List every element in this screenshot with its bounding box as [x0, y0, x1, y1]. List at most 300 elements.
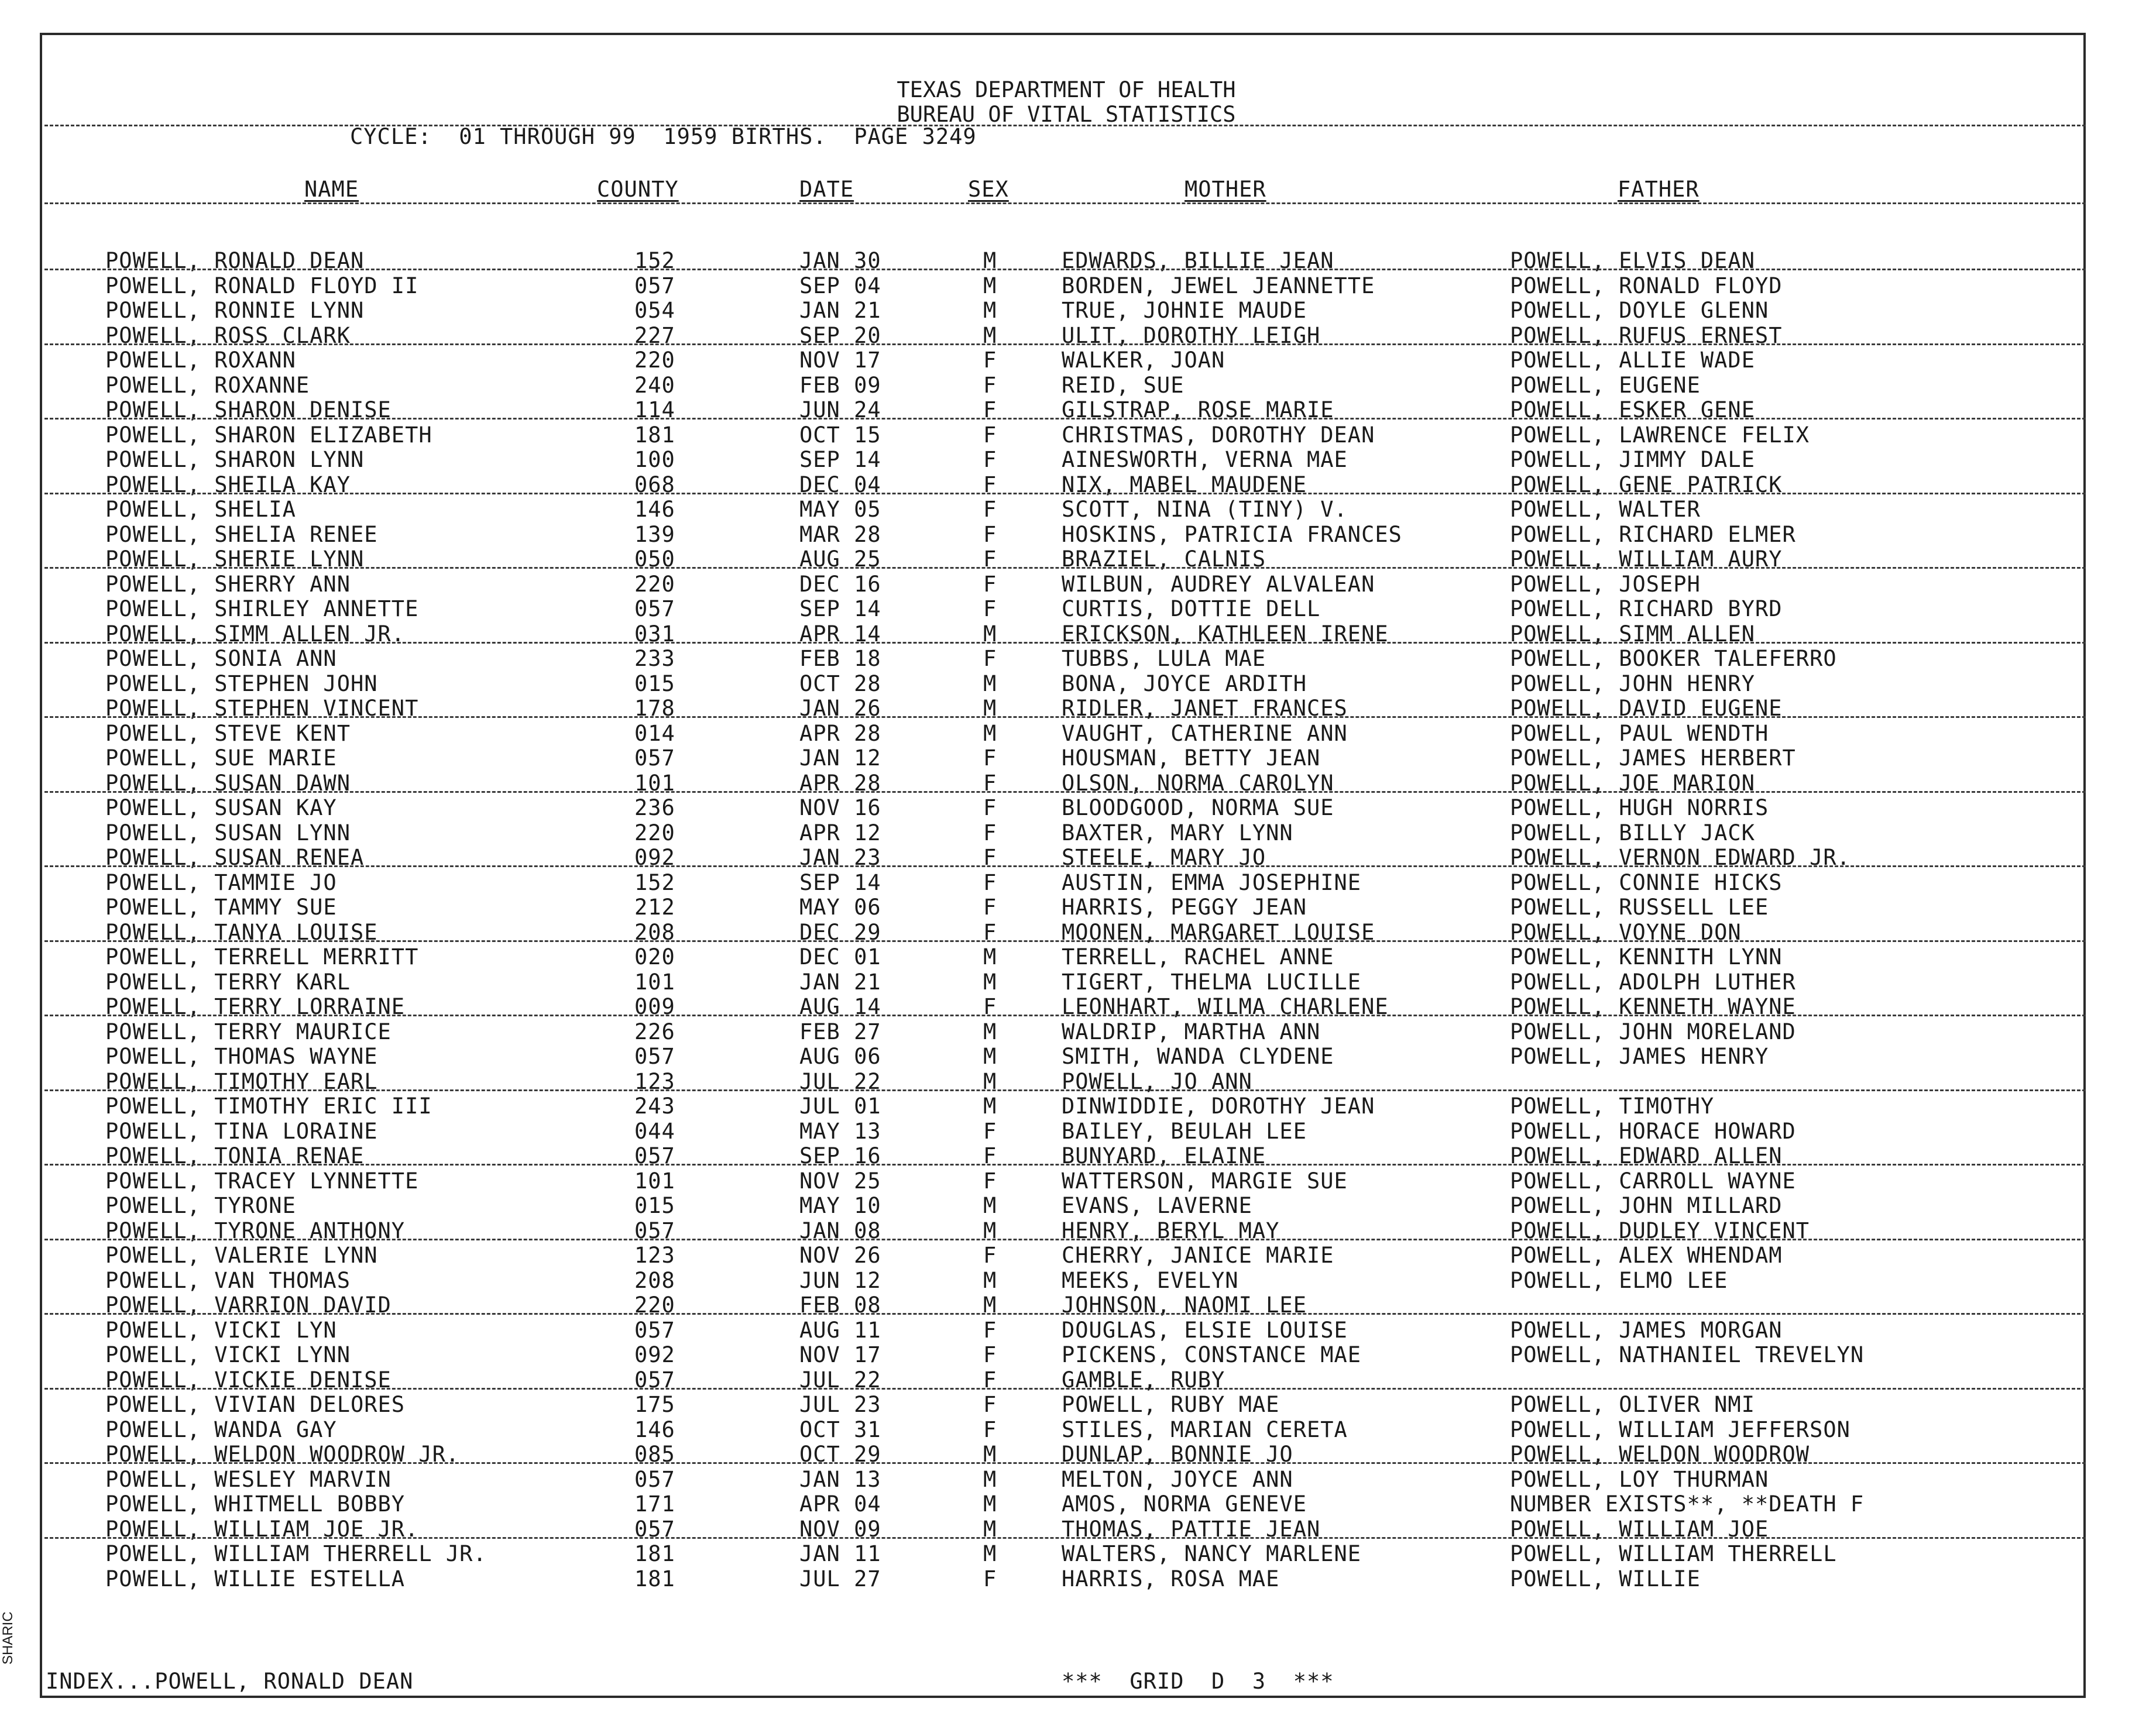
record-sex: F — [983, 820, 997, 845]
record-sex: F — [983, 1367, 997, 1393]
record-name: POWELL, SHERRY ANN — [105, 571, 351, 597]
record-sex: F — [983, 472, 997, 497]
record-father: POWELL, WILLIAM JOE — [1510, 1516, 1769, 1542]
record-county: 092 — [634, 1342, 675, 1367]
record-mother: REID, SUE — [1062, 372, 1184, 398]
record-date: NOV 09 — [799, 1516, 881, 1542]
record-sex: M — [983, 1491, 997, 1517]
row-group-divider — [44, 1239, 2086, 1240]
record-date: APR 14 — [799, 621, 881, 647]
record-father: POWELL, ADOLPH LUTHER — [1510, 969, 1796, 995]
record-father: POWELL, DOYLE GLENN — [1510, 298, 1769, 323]
record-county: 015 — [634, 671, 675, 696]
record-county: 044 — [634, 1118, 675, 1144]
record-mother: BRAZIEL, CALNIS — [1062, 546, 1266, 572]
record-father: POWELL, PAUL WENDTH — [1510, 720, 1769, 746]
record-sex: F — [983, 745, 997, 771]
record-date: AUG 25 — [799, 546, 881, 572]
record-county: 178 — [634, 696, 675, 721]
record-county: 085 — [634, 1442, 675, 1467]
record-sex: F — [983, 895, 997, 920]
record-date: AUG 11 — [799, 1317, 881, 1343]
record-father: POWELL, ELMO LEE — [1510, 1267, 1728, 1293]
record-name: POWELL, TERRY MAURICE — [105, 1019, 392, 1044]
record-date: FEB 09 — [799, 372, 881, 398]
record-father: POWELL, GENE PATRICK — [1510, 472, 1783, 497]
record-name: POWELL, SONIA ANN — [105, 646, 337, 671]
record-county: 175 — [634, 1392, 675, 1417]
record-date: JAN 21 — [799, 298, 881, 323]
record-sex: M — [983, 720, 997, 746]
record-name: POWELL, VAN THOMAS — [105, 1267, 351, 1293]
record-mother: EDWARDS, BILLIE JEAN — [1062, 248, 1334, 273]
record-name: POWELL, SIMM ALLEN JR. — [105, 621, 406, 647]
record-name: POWELL, STEPHEN JOHN — [105, 671, 378, 696]
record-sex: M — [983, 248, 997, 273]
record-name: POWELL, SUSAN DAWN — [105, 770, 351, 796]
record-mother: PICKENS, CONSTANCE MAE — [1062, 1342, 1362, 1367]
record-county: 101 — [634, 770, 675, 796]
record-date: NOV 17 — [799, 348, 881, 373]
record-date: MAY 13 — [799, 1118, 881, 1144]
record-county: 057 — [634, 1367, 675, 1393]
record-mother: WALDRIP, MARTHA ANN — [1062, 1019, 1321, 1044]
row-group-divider — [44, 1388, 2086, 1390]
record-name: POWELL, VICKI LYN — [105, 1317, 337, 1343]
record-father: POWELL, JOHN HENRY — [1510, 671, 1755, 696]
record-sex: F — [983, 348, 997, 373]
record-mother: MELTON, JOYCE ANN — [1062, 1466, 1293, 1492]
record-name: POWELL, WANDA GAY — [105, 1417, 337, 1442]
record-mother: TIGERT, THELMA LUCILLE — [1062, 969, 1362, 995]
record-sex: F — [983, 1168, 997, 1194]
record-father: POWELL, WILLIAM JEFFERSON — [1510, 1417, 1850, 1442]
record-name: POWELL, STEPHEN VINCENT — [105, 696, 419, 721]
record-name: POWELL, TERRELL MERRITT — [105, 944, 419, 970]
record-date: OCT 15 — [799, 422, 881, 448]
index-label: INDEX...POWELL, RONALD DEAN — [46, 1669, 414, 1694]
record-name: POWELL, TYRONE — [105, 1193, 296, 1218]
record-mother: BAXTER, MARY LYNN — [1062, 820, 1293, 845]
record-mother: POWELL, RUBY MAE — [1062, 1392, 1280, 1417]
record-name: POWELL, ROSS CLARK — [105, 322, 351, 348]
record-sex: F — [983, 795, 997, 820]
record-sex: M — [983, 298, 997, 323]
record-mother: TERRELL, RACHEL ANNE — [1062, 944, 1334, 970]
record-date: SEP 20 — [799, 322, 881, 348]
record-father: POWELL, HORACE HOWARD — [1510, 1118, 1796, 1144]
record-mother: NIX, MABEL MAUDENE — [1062, 472, 1307, 497]
record-county: 146 — [634, 497, 675, 522]
record-date: JAN 11 — [799, 1541, 881, 1566]
record-county: 220 — [634, 571, 675, 597]
record-sex: F — [983, 1342, 997, 1367]
record-date: NOV 17 — [799, 1342, 881, 1367]
record-father: POWELL, OLIVER NMI — [1510, 1392, 1755, 1417]
record-father: POWELL, HUGH NORRIS — [1510, 795, 1769, 820]
record-sex: M — [983, 696, 997, 721]
record-father: POWELL, SIMM ALLEN — [1510, 621, 1755, 647]
record-date: AUG 14 — [799, 994, 881, 1019]
record-mother: CURTIS, DOTTIE DELL — [1062, 596, 1321, 621]
record-mother: CHRISTMAS, DOROTHY DEAN — [1062, 422, 1375, 448]
record-mother: BONA, JOYCE ARDITH — [1062, 671, 1307, 696]
record-county: 057 — [634, 1044, 675, 1069]
record-sex: F — [983, 372, 997, 398]
record-name: POWELL, TYRONE ANTHONY — [105, 1218, 406, 1243]
record-father: POWELL, RICHARD BYRD — [1510, 596, 1783, 621]
record-father: POWELL, JAMES HERBERT — [1510, 745, 1796, 771]
row-group-divider — [44, 1015, 2086, 1016]
record-sex: F — [983, 919, 997, 945]
record-name: POWELL, TAMMIE JO — [105, 869, 337, 895]
record-mother: BAILEY, BEULAH LEE — [1062, 1118, 1307, 1144]
record-name: POWELL, RONALD DEAN — [105, 248, 365, 273]
record-date: APR 12 — [799, 820, 881, 845]
record-date: SEP 14 — [799, 869, 881, 895]
record-date: FEB 08 — [799, 1292, 881, 1318]
record-sex: F — [983, 422, 997, 448]
row-group-divider — [44, 1089, 2086, 1091]
row-group-divider — [44, 716, 2086, 718]
record-father: POWELL, KENNETH WAYNE — [1510, 994, 1796, 1019]
record-name: POWELL, RONNIE LYNN — [105, 298, 365, 323]
record-date: AUG 06 — [799, 1044, 881, 1069]
record-father: POWELL, DAVID EUGENE — [1510, 696, 1783, 721]
row-group-divider — [44, 865, 2086, 867]
record-sex: F — [983, 447, 997, 472]
record-county: 171 — [634, 1491, 675, 1517]
record-father: POWELL, WILLIAM THERRELL — [1510, 1541, 1837, 1566]
record-mother: ULIT, DOROTHY LEIGH — [1062, 322, 1321, 348]
record-date: NOV 16 — [799, 795, 881, 820]
record-father: POWELL, EUGENE — [1510, 372, 1701, 398]
record-date: JAN 30 — [799, 248, 881, 273]
record-county: 226 — [634, 1019, 675, 1044]
record-sex: F — [983, 546, 997, 572]
record-father: POWELL, JOHN MILLARD — [1510, 1193, 1783, 1218]
record-county: 101 — [634, 1168, 675, 1194]
record-father: POWELL, ESKER GENE — [1510, 397, 1755, 422]
record-date: MAY 06 — [799, 895, 881, 920]
record-county: 243 — [634, 1094, 675, 1119]
record-sex: F — [983, 770, 997, 796]
record-sex: M — [983, 1442, 997, 1467]
record-county: 050 — [634, 546, 675, 572]
record-name: POWELL, THOMAS WAYNE — [105, 1044, 378, 1069]
record-mother: BORDEN, JEWEL JEANNETTE — [1062, 273, 1375, 298]
row-group-divider — [44, 1462, 2086, 1464]
record-county: 181 — [634, 1541, 675, 1566]
record-date: JAN 12 — [799, 745, 881, 771]
record-father: POWELL, CONNIE HICKS — [1510, 869, 1783, 895]
record-mother: GILSTRAP, ROSE MARIE — [1062, 397, 1334, 422]
record-mother: HOUSMAN, BETTY JEAN — [1062, 745, 1321, 771]
record-county: 227 — [634, 322, 675, 348]
record-county: 015 — [634, 1193, 675, 1218]
record-date: DEC 29 — [799, 919, 881, 945]
record-county: 146 — [634, 1417, 675, 1442]
record-father: POWELL, DUDLEY VINCENT — [1510, 1218, 1810, 1243]
record-father: POWELL, VOYNE DON — [1510, 919, 1742, 945]
record-sex: F — [983, 521, 997, 547]
record-county: 068 — [634, 472, 675, 497]
record-father: POWELL, JIMMY DALE — [1510, 447, 1755, 472]
record-county: 057 — [634, 273, 675, 298]
record-father: POWELL, ALEX WHENDAM — [1510, 1243, 1783, 1268]
record-sex: F — [983, 1243, 997, 1268]
column-header-name: NAME — [304, 177, 359, 202]
record-name: POWELL, WILLIE ESTELLA — [105, 1566, 406, 1591]
record-father: POWELL, BILLY JACK — [1510, 820, 1755, 845]
record-mother: TRUE, JOHNIE MAUDE — [1062, 298, 1307, 323]
record-sex: M — [983, 1466, 997, 1492]
record-name: POWELL, SHEILA KAY — [105, 472, 351, 497]
record-name: POWELL, VIVIAN DELORES — [105, 1392, 406, 1417]
record-sex: F — [983, 497, 997, 522]
record-sex: M — [983, 1516, 997, 1542]
record-date: SEP 14 — [799, 447, 881, 472]
record-name: POWELL, SUE MARIE — [105, 745, 337, 771]
record-county: 181 — [634, 1566, 675, 1591]
record-sex: M — [983, 1068, 997, 1094]
record-name: POWELL, TIMOTHY ERIC III — [105, 1094, 432, 1119]
record-father: POWELL, KENNITH LYNN — [1510, 944, 1783, 970]
record-mother: SMITH, WANDA CLYDENE — [1062, 1044, 1334, 1069]
record-name: POWELL, SUSAN RENEA — [105, 845, 365, 870]
record-sex: M — [983, 621, 997, 647]
record-county: 101 — [634, 969, 675, 995]
record-county: 031 — [634, 621, 675, 647]
record-sex: F — [983, 397, 997, 422]
record-mother: WALTERS, NANCY MARLENE — [1062, 1541, 1362, 1566]
agency-title: TEXAS DEPARTMENT OF HEALTH — [897, 77, 1236, 102]
record-mother: BUNYARD, ELAINE — [1062, 1143, 1266, 1168]
record-sex: F — [983, 869, 997, 895]
record-father: POWELL, JOE MARION — [1510, 770, 1755, 796]
record-date: OCT 28 — [799, 671, 881, 696]
record-name: POWELL, TANYA LOUISE — [105, 919, 378, 945]
record-mother: AUSTIN, EMMA JOSEPHINE — [1062, 869, 1362, 895]
record-sex: F — [983, 571, 997, 597]
record-father: POWELL, JOHN MORELAND — [1510, 1019, 1796, 1044]
record-date: OCT 31 — [799, 1417, 881, 1442]
record-date: JAN 21 — [799, 969, 881, 995]
record-date: APR 28 — [799, 720, 881, 746]
record-name: POWELL, STEVE KENT — [105, 720, 351, 746]
record-name: POWELL, WESLEY MARVIN — [105, 1466, 392, 1492]
row-group-divider — [44, 269, 2086, 270]
record-sex: F — [983, 1417, 997, 1442]
row-group-divider — [44, 567, 2086, 569]
record-date: DEC 01 — [799, 944, 881, 970]
record-father: POWELL, WILLIAM AURY — [1510, 546, 1783, 572]
record-county: 100 — [634, 447, 675, 472]
record-date: DEC 16 — [799, 571, 881, 597]
record-sex: M — [983, 944, 997, 970]
record-county: 220 — [634, 348, 675, 373]
row-group-divider — [44, 343, 2086, 345]
record-mother: WATTERSON, MARGIE SUE — [1062, 1168, 1348, 1194]
record-date: JUN 24 — [799, 397, 881, 422]
record-date: MAY 10 — [799, 1193, 881, 1218]
document-page — [40, 33, 2086, 1698]
row-group-divider — [44, 1164, 2086, 1166]
record-county: 123 — [634, 1243, 675, 1268]
record-mother: VAUGHT, CATHERINE ANN — [1062, 720, 1348, 746]
record-name: POWELL, VARRION DAVID — [105, 1292, 392, 1318]
record-date: OCT 29 — [799, 1442, 881, 1467]
record-mother: THOMAS, PATTIE JEAN — [1062, 1516, 1321, 1542]
record-date: NOV 25 — [799, 1168, 881, 1194]
record-date: JUN 12 — [799, 1267, 881, 1293]
side-label: SHARIC — [0, 1611, 16, 1665]
record-father: POWELL, NATHANIEL TREVELYN — [1510, 1342, 1865, 1367]
record-county: 152 — [634, 248, 675, 273]
record-county: 057 — [634, 1317, 675, 1343]
record-mother: ERICKSON, KATHLEEN IRENE — [1062, 621, 1389, 647]
record-father: POWELL, WALTER — [1510, 497, 1701, 522]
record-sex: F — [983, 1317, 997, 1343]
record-name: POWELL, WHITMELL BOBBY — [105, 1491, 406, 1517]
record-county: 057 — [634, 1218, 675, 1243]
row-group-divider — [44, 940, 2086, 942]
grid-label: *** GRID D 3 *** — [1062, 1669, 1334, 1694]
record-father: POWELL, WELDON WOODROW — [1510, 1442, 1810, 1467]
record-date: APR 28 — [799, 770, 881, 796]
record-name: POWELL, SUSAN LYNN — [105, 820, 351, 845]
column-header-county: COUNTY — [597, 177, 679, 202]
record-date: SEP 16 — [799, 1143, 881, 1168]
row-group-divider — [44, 1313, 2086, 1315]
record-mother: WALKER, JOAN — [1062, 348, 1225, 373]
record-county: 057 — [634, 596, 675, 621]
record-county: 152 — [634, 869, 675, 895]
record-county: 212 — [634, 895, 675, 920]
record-name: POWELL, TERRY KARL — [105, 969, 351, 995]
record-name: POWELL, VALERIE LYNN — [105, 1243, 378, 1268]
record-father: POWELL, JAMES HENRY — [1510, 1044, 1769, 1069]
record-date: FEB 18 — [799, 646, 881, 671]
record-name: POWELL, TERRY LORRAINE — [105, 994, 406, 1019]
record-county: 057 — [634, 1143, 675, 1168]
record-date: DEC 04 — [799, 472, 881, 497]
record-father: POWELL, ALLIE WADE — [1510, 348, 1755, 373]
record-name: POWELL, TAMMY SUE — [105, 895, 337, 920]
record-father: POWELL, LOY THURMAN — [1510, 1466, 1769, 1492]
record-county: 057 — [634, 1516, 675, 1542]
record-father: POWELL, WILLIE — [1510, 1566, 1701, 1591]
record-father: POWELL, LAWRENCE FELIX — [1510, 422, 1810, 448]
record-date: JUL 22 — [799, 1367, 881, 1393]
record-mother: CHERRY, JANICE MARIE — [1062, 1243, 1334, 1268]
record-county: 208 — [634, 1267, 675, 1293]
record-name: POWELL, TIMOTHY EARL — [105, 1068, 378, 1094]
record-father: POWELL, EDWARD ALLEN — [1510, 1143, 1783, 1168]
record-father: POWELL, BOOKER TALEFERRO — [1510, 646, 1837, 671]
record-date: JUL 22 — [799, 1068, 881, 1094]
record-sex: M — [983, 322, 997, 348]
record-father: POWELL, RUSSELL LEE — [1510, 895, 1769, 920]
record-county: 057 — [634, 1466, 675, 1492]
record-county: 139 — [634, 521, 675, 547]
record-sex: M — [983, 1193, 997, 1218]
record-date: MAR 28 — [799, 521, 881, 547]
record-name: POWELL, TRACEY LYNNETTE — [105, 1168, 419, 1194]
record-sex: F — [983, 1392, 997, 1417]
record-sex: F — [983, 646, 997, 671]
row-group-divider — [44, 1537, 2086, 1539]
record-father: POWELL, TIMOTHY — [1510, 1094, 1715, 1119]
record-mother: AMOS, NORMA GENEVE — [1062, 1491, 1307, 1517]
record-mother: LEONHART, WILMA CHARLENE — [1062, 994, 1389, 1019]
row-group-divider — [44, 493, 2086, 494]
record-father: POWELL, VERNON EDWARD JR. — [1510, 845, 1850, 870]
record-date: FEB 27 — [799, 1019, 881, 1044]
record-mother: DINWIDDIE, DOROTHY JEAN — [1062, 1094, 1375, 1119]
record-name: POWELL, SHARON DENISE — [105, 397, 392, 422]
record-father: POWELL, RICHARD ELMER — [1510, 521, 1796, 547]
record-mother: DUNLAP, BONNIE JO — [1062, 1442, 1293, 1467]
record-date: JAN 08 — [799, 1218, 881, 1243]
record-county: 014 — [634, 720, 675, 746]
record-mother: SCOTT, NINA (TINY) V. — [1062, 497, 1348, 522]
record-mother: HENRY, BERYL MAY — [1062, 1218, 1280, 1243]
record-date: JUL 23 — [799, 1392, 881, 1417]
record-county: 181 — [634, 422, 675, 448]
record-name: POWELL, TONIA RENAE — [105, 1143, 365, 1168]
record-name: POWELL, VICKIE DENISE — [105, 1367, 392, 1393]
record-father: POWELL, ELVIS DEAN — [1510, 248, 1755, 273]
record-county: 208 — [634, 919, 675, 945]
record-sex: M — [983, 1094, 997, 1119]
record-county: 233 — [634, 646, 675, 671]
record-sex: F — [983, 1566, 997, 1591]
record-mother: STILES, MARIAN CERETA — [1062, 1417, 1348, 1442]
record-mother: HARRIS, PEGGY JEAN — [1062, 895, 1307, 920]
record-name: POWELL, SHARON LYNN — [105, 447, 365, 472]
record-name: POWELL, VICKI LYNN — [105, 1342, 351, 1367]
record-mother: POWELL, JO ANN — [1062, 1068, 1252, 1094]
record-father: NUMBER EXISTS**, **DEATH F — [1510, 1491, 1865, 1517]
record-sex: M — [983, 969, 997, 995]
record-county: 054 — [634, 298, 675, 323]
record-date: NOV 26 — [799, 1243, 881, 1268]
record-mother: STEELE, MARY JO — [1062, 845, 1266, 870]
record-mother: TUBBS, LULA MAE — [1062, 646, 1266, 671]
record-mother: JOHNSON, NAOMI LEE — [1062, 1292, 1307, 1318]
header-divider — [44, 202, 2086, 204]
bureau-title: BUREAU OF VITAL STATISTICS — [897, 102, 1236, 127]
record-mother: RIDLER, JANET FRANCES — [1062, 696, 1348, 721]
record-county: 236 — [634, 795, 675, 820]
record-county: 020 — [634, 944, 675, 970]
record-name: POWELL, ROXANN — [105, 348, 296, 373]
record-date: SEP 04 — [799, 273, 881, 298]
record-mother: HOSKINS, PATRICIA FRANCES — [1062, 521, 1402, 547]
record-county: 092 — [634, 845, 675, 870]
record-name: POWELL, TINA LORAINE — [105, 1118, 378, 1144]
record-mother: MEEKS, EVELYN — [1062, 1267, 1239, 1293]
record-county: 123 — [634, 1068, 675, 1094]
record-mother: OLSON, NORMA CAROLYN — [1062, 770, 1334, 796]
record-county: 220 — [634, 1292, 675, 1318]
record-father: POWELL, JOSEPH — [1510, 571, 1701, 597]
record-date: JUL 01 — [799, 1094, 881, 1119]
record-county: 057 — [634, 745, 675, 771]
record-mother: AINESWORTH, VERNA MAE — [1062, 447, 1348, 472]
record-mother: DOUGLAS, ELSIE LOUISE — [1062, 1317, 1348, 1343]
